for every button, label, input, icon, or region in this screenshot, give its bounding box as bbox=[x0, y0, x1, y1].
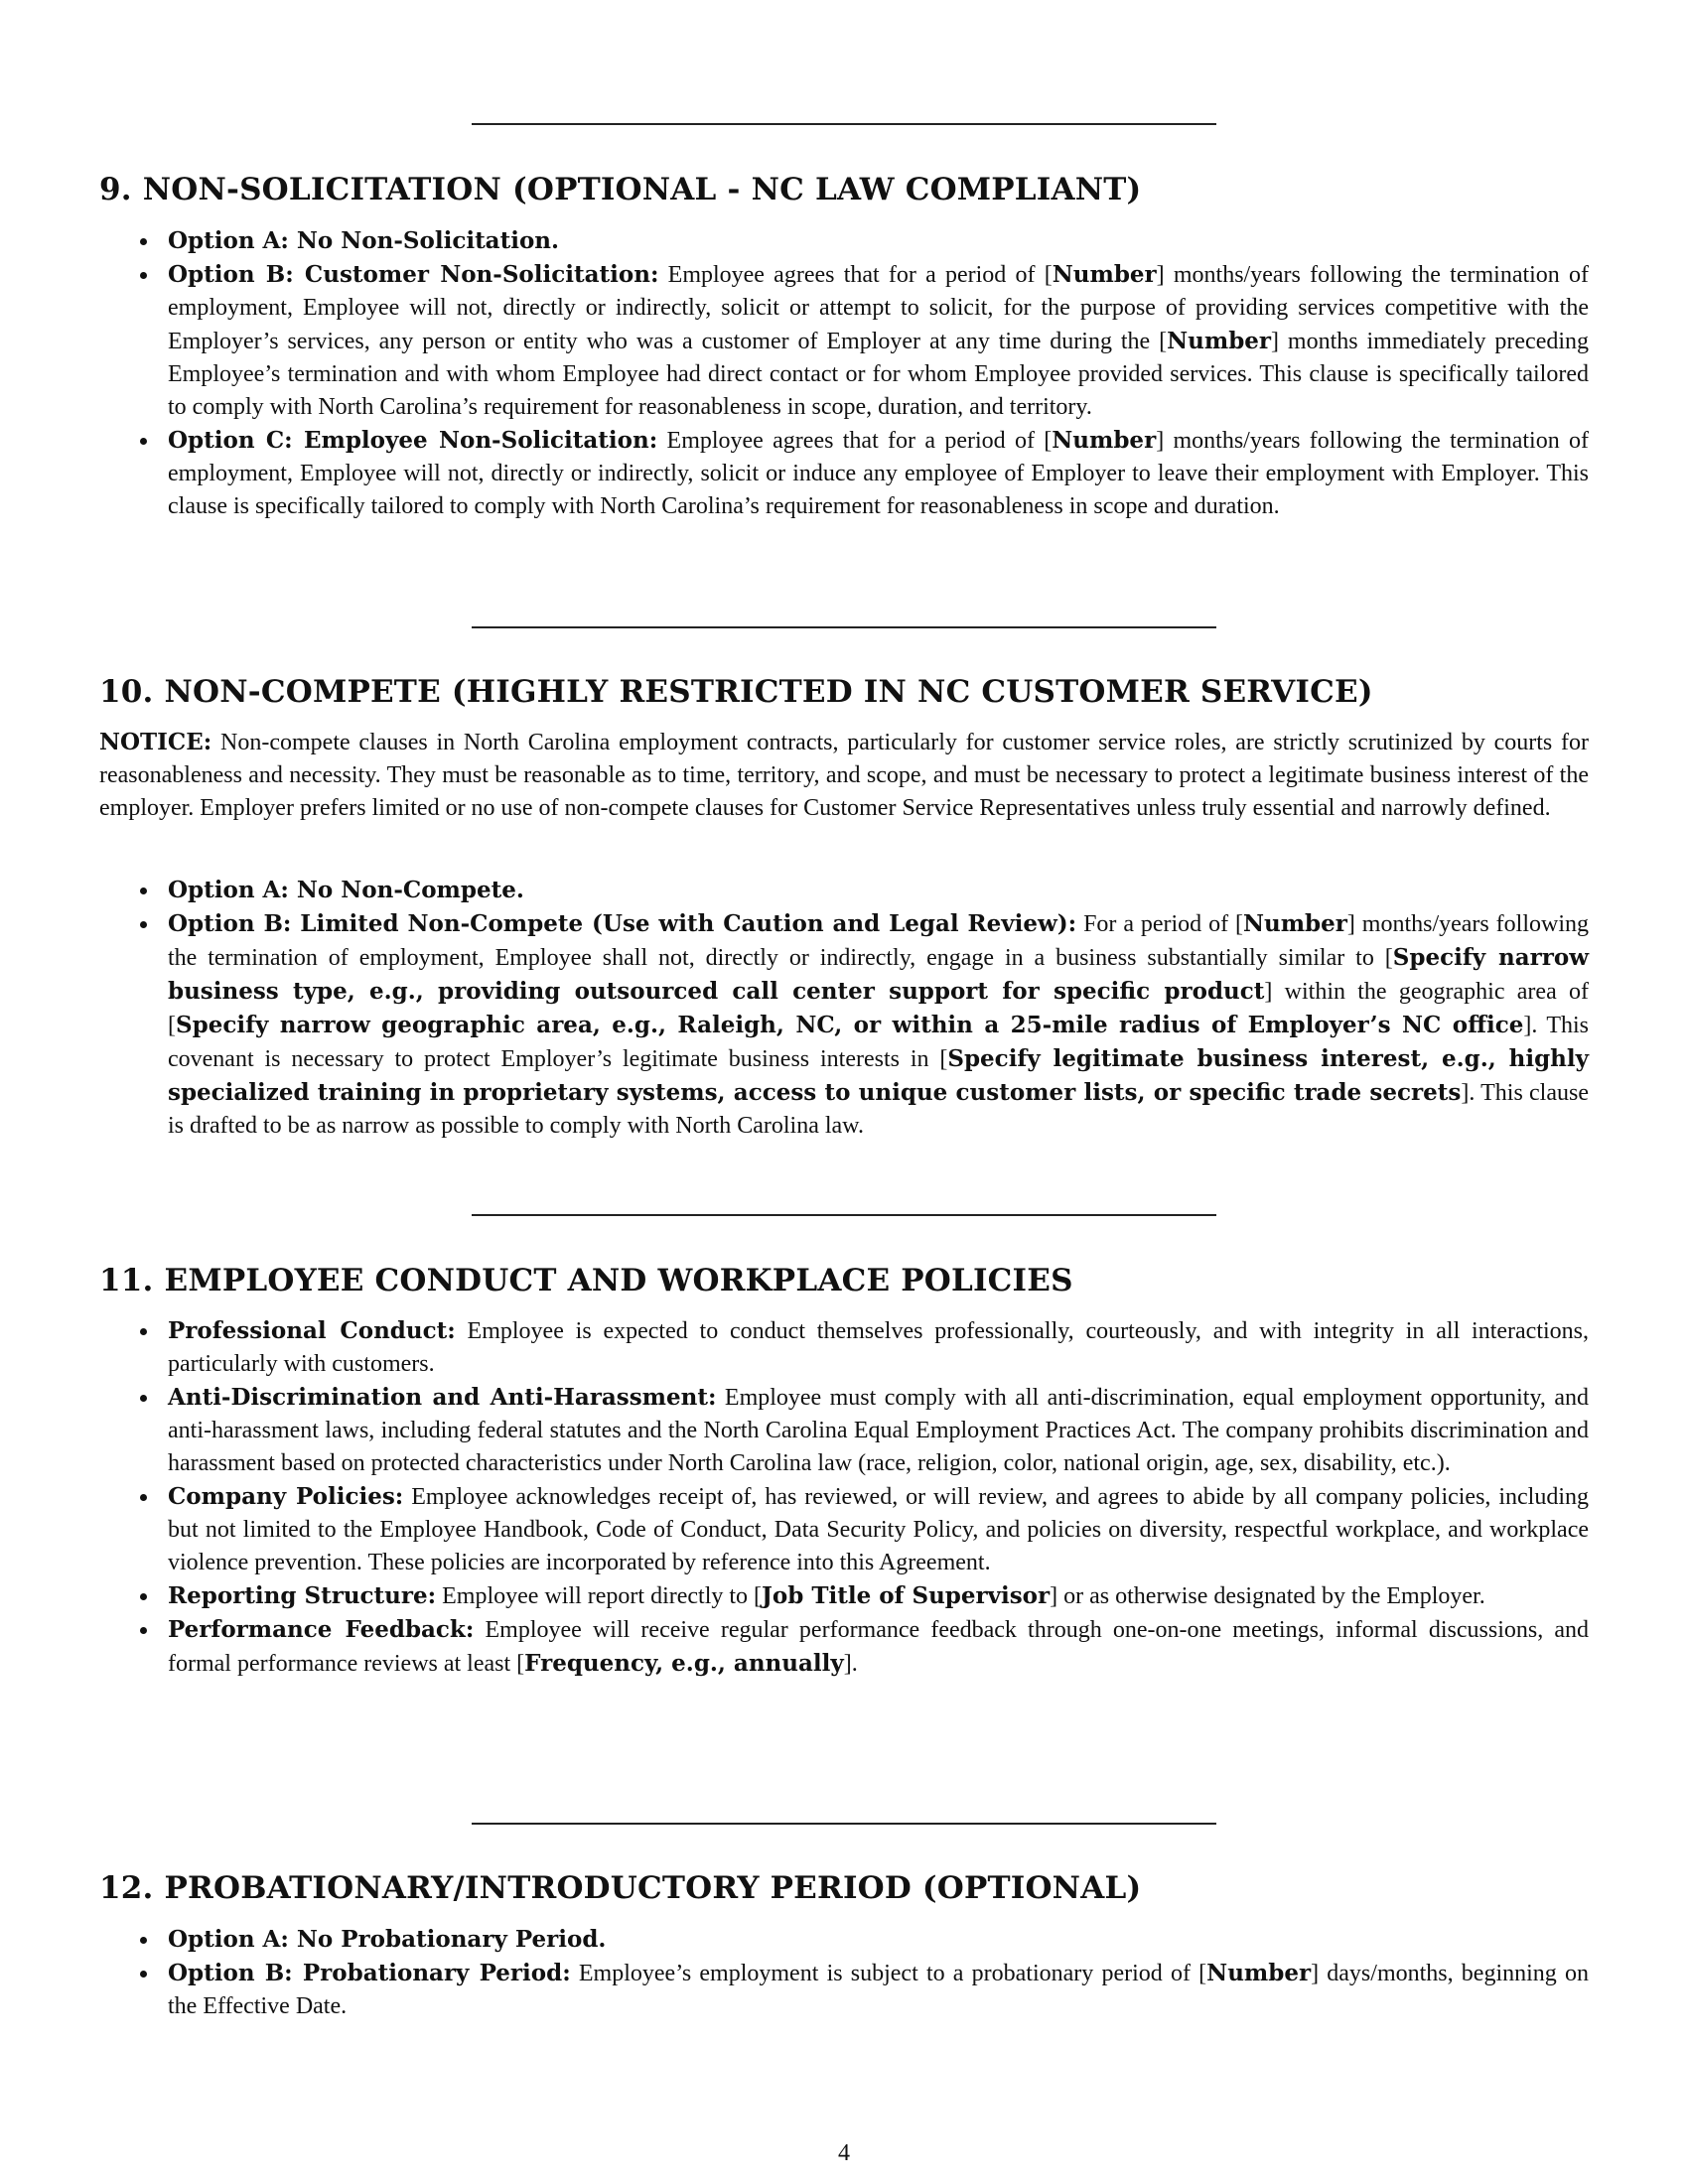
section-divider bbox=[472, 626, 1216, 628]
option-text: Employee agrees that for a period of [ bbox=[658, 262, 1053, 288]
section-12-heading: 12. PROBATIONARY/INTRODUCTORY PERIOD (OPTIONAL) bbox=[99, 1870, 1142, 1906]
list-item bbox=[99, 258, 1589, 424]
section-divider bbox=[472, 1214, 1216, 1216]
option-label: Option B: Limited Non-Compete (Use with Caution and Legal Review): bbox=[168, 910, 1077, 937]
section-12-options bbox=[99, 1923, 1589, 2023]
list-item bbox=[99, 1314, 1589, 1381]
option-text: ] months/years following the termination of employment, Employee will not, directly or indirectly, solicit or attempt to solicit, for the purpose of providing services competitive with the Employer’s services, any person or entity who was a customer of Employer at any time during the [ bbox=[168, 262, 1590, 354]
placeholder-text: Job Title of Supervisor bbox=[762, 1582, 1051, 1609]
item-text: Employee will receive regular performance feedback through one-on-one meetings, informal discussions, and formal performance reviews at least [ bbox=[168, 1617, 1589, 1677]
item-text: ]. bbox=[843, 1651, 858, 1677]
option-text: ]. This clause is drafted to be as narrow as possible to comply with North Carolina law. bbox=[168, 1080, 1589, 1139]
option-text: ]. This covenant is necessary to protect Employer’s legitimate business interests in [ bbox=[168, 1013, 1589, 1072]
placeholder-text: Number bbox=[1206, 1960, 1312, 1986]
item-label: Performance Feedback: bbox=[168, 1616, 475, 1643]
placeholder-text: Frequency, e.g., annually bbox=[524, 1650, 844, 1677]
item-label: Anti-Discrimination and Anti-Harassment: bbox=[168, 1384, 717, 1411]
option-label: Option C: Employee Non-Solicitation: bbox=[168, 427, 658, 454]
option-text: Employee agrees that for a period of [ bbox=[657, 428, 1053, 454]
section-9-heading: 9. NON-SOLICITATION (OPTIONAL - NC LAW COMPLIANT) bbox=[99, 172, 1142, 207]
section-11-heading: 11. EMPLOYEE CONDUCT AND WORKPLACE POLICIES bbox=[99, 1263, 1073, 1298]
section-divider bbox=[472, 1823, 1216, 1825]
option-text: Employee’s employment is subject to a probationary period of [ bbox=[570, 1961, 1207, 1986]
list-item bbox=[99, 1579, 1589, 1613]
list-item bbox=[99, 1957, 1589, 2023]
notice-label: NOTICE: bbox=[99, 729, 212, 755]
item-label: Professional Conduct: bbox=[168, 1317, 456, 1344]
notice-text: Non-compete clauses in North Carolina employment contracts, particularly for customer service roles, are strictly scrutinized by courts for reasonableness and necessity. They must be reasonable as to time, territory, and scope, and must be necessary to protect a legitimate business interest of the employer. Employer prefers limited or no use of non-compete clauses for Customer Service Representatives unless truly essential and narrowly defined. bbox=[99, 730, 1589, 821]
section-10-heading: 10. NON-COMPETE (HIGHLY RESTRICTED IN NC CUSTOMER SERVICE) bbox=[99, 674, 1373, 710]
option-text: ] months immediately preceding Employee’s termination and with whom Employee had direct contact or for whom Employee provided services. This clause is specifically tailored to comply with North Carolina’s requirement for reasonableness in scope, duration, and territory. bbox=[168, 329, 1590, 420]
list-item bbox=[99, 1480, 1589, 1579]
item-text: Employee is expected to conduct themselves professionally, courteously, and with integrity in all interactions, particularly with customers. bbox=[168, 1318, 1590, 1377]
item-label: Reporting Structure: bbox=[168, 1582, 437, 1609]
item-label: Company Policies: bbox=[168, 1483, 404, 1510]
option-text: For a period of [ bbox=[1076, 911, 1243, 937]
option-text: ] months/years following the termination of employment, Employee shall not, directly or indirectly, engage in a business substantially similar to [ bbox=[168, 911, 1589, 971]
option-label: Option A: No Non-Compete. bbox=[168, 877, 524, 903]
list-item bbox=[99, 907, 1589, 1143]
section-11-items bbox=[99, 1314, 1589, 1681]
item-text: ] or as otherwise designated by the Employer. bbox=[1050, 1583, 1485, 1609]
list-item bbox=[99, 1381, 1589, 1480]
option-text: ] months/years following the termination of employment, Employee will not, directly or indirectly, solicit or induce any employee of Employer to leave their employment with Employer. This clause is specifically tailored to comply with North Carolina’s requirement for reasonableness in scope and duration. bbox=[168, 428, 1590, 519]
list-item bbox=[99, 1923, 1589, 1957]
placeholder-text: Number bbox=[1052, 427, 1157, 454]
list-item bbox=[99, 424, 1589, 523]
item-text: Employee acknowledges receipt of, has reviewed, or will review, and agrees to abide by all company policies, including but not limited to the Employee Handbook, Code of Conduct, Data Security Policy, and policies on diversity, respectful workplace, and workplace violence prevention. These policies are incorporated by reference into this Agreement. bbox=[168, 1484, 1589, 1575]
section-divider bbox=[472, 123, 1216, 125]
placeholder-text: Number bbox=[1167, 328, 1272, 354]
option-label: Option A: No Non-Solicitation. bbox=[168, 227, 560, 254]
list-item bbox=[99, 224, 1589, 258]
list-item bbox=[99, 1613, 1589, 1681]
document-page bbox=[99, 0, 1589, 2184]
option-text: ] within the geographic area of [ bbox=[168, 979, 1589, 1038]
placeholder-text: Number bbox=[1242, 910, 1347, 937]
option-label: Option B: Customer Non-Solicitation: bbox=[168, 261, 659, 288]
option-label: Option A: No Probationary Period. bbox=[168, 1926, 607, 1953]
item-text: Employee must comply with all anti-discrimination, equal employment opportunity, and anti-harassment laws, including federal statutes and the North Carolina Equal Employment Practices Act. The company prohibits discrimination and harassment based on protected characteristics under North Carolina law (race, religion, color, national origin, age, sex, disability, etc.). bbox=[168, 1385, 1589, 1476]
page-number: 4 bbox=[838, 2140, 850, 2166]
placeholder-text: Specify narrow geographic area, e.g., Raleigh, NC, or within a 25-mile radius of Employer’s NC office bbox=[176, 1012, 1524, 1038]
option-text: ] days/months, beginning on the Effective Date. bbox=[168, 1961, 1589, 2019]
placeholder-text: Specify legitimate business interest, e.g., highly specialized training in proprietary systems, access to unique customer lists, or specific trade secrets bbox=[168, 1045, 1589, 1106]
section-9-options bbox=[99, 224, 1589, 523]
placeholder-text: Number bbox=[1052, 261, 1157, 288]
notice-paragraph bbox=[99, 726, 1589, 825]
section-10-options bbox=[99, 874, 1589, 1143]
option-label: Option B: Probationary Period: bbox=[168, 1960, 571, 1986]
list-item bbox=[99, 874, 1589, 907]
placeholder-text: Specify narrow business type, e.g., providing outsourced call center support for specific product bbox=[168, 944, 1589, 1005]
item-text: Employee will report directly to [ bbox=[436, 1583, 763, 1609]
